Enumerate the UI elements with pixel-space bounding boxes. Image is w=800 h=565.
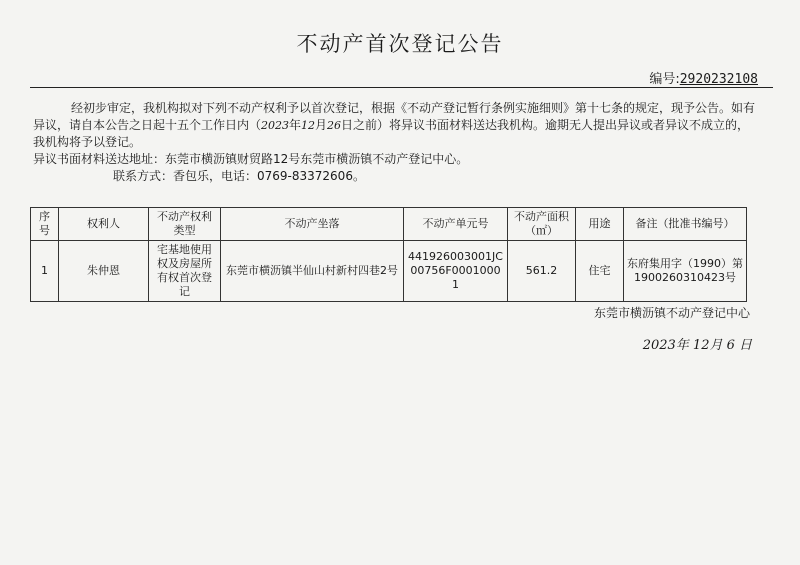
table-cell-index: 1 — [31, 241, 59, 302]
table-cell-owner: 朱仲恩 — [59, 241, 149, 302]
table-cell-remark: 东府集用字（1990）第1900260310423号 — [624, 241, 747, 302]
notice-body — [33, 100, 761, 185]
notice-paragraph — [33, 100, 761, 151]
table-header-row — [31, 208, 747, 241]
notice-text-part2: 日之前）将异议书面材料送达我机构。逾期无人提出异议或者异议不成立的，我机构将予以登记。 — [33, 118, 750, 149]
column-header: 不动产面积（㎡） — [508, 208, 576, 241]
issuing-authority: 东莞市横沥镇不动产登记中心 — [593, 306, 750, 320]
year-char: 年 — [289, 118, 302, 132]
month-char: 月 — [315, 118, 328, 132]
column-header: 备注（批准书编号） — [624, 208, 747, 241]
document-number-value: 2920232108 — [679, 72, 758, 87]
column-header: 用途 — [576, 208, 624, 241]
column-header: 不动产单元号 — [404, 208, 508, 241]
column-header: 不动产坐落 — [221, 208, 404, 241]
deadline-year: 2023 — [261, 119, 290, 132]
column-header: 不动产权利类型 — [149, 208, 221, 241]
table-cell-right-type: 宅基地使用权及房屋所有权首次登记 — [149, 241, 221, 302]
table-cell-location: 东莞市横沥镇半仙山村新村四巷2号 — [221, 241, 404, 302]
signature-date: 2023年 12月 6 日 — [642, 338, 752, 353]
document-number-label: 编号: — [649, 72, 680, 87]
table-cell-area: 561.2 — [508, 241, 576, 302]
column-header: 权利人 — [59, 208, 149, 241]
notice-text-part1: 经初步审定，我机构拟对下列不动产权利予以首次登记，根据《不动产登记暂行条例实施细则》第十七条的规定，现予公告。如有异议，请自本公告之日起十五个工作日内（ — [33, 101, 756, 132]
table-cell-unit-number: 441926003001JC00756F00010001 — [404, 241, 508, 302]
deadline-day: 26 — [327, 119, 342, 132]
table-cell-usage: 住宅 — [576, 241, 624, 302]
contact-info: 联系方式：香包乐，电话：0769-83372606。 — [113, 169, 365, 183]
objection-address: 异议书面材料送达地址：东莞市横沥镇财贸路12号东莞市横沥镇不动产登记中心。 — [33, 152, 469, 166]
document-number — [649, 68, 758, 87]
registration-table — [30, 207, 747, 302]
header-divider — [30, 87, 773, 88]
column-header: 序号 — [31, 208, 59, 241]
deadline-month: 12 — [301, 119, 316, 132]
page-title: 不动产首次登记公告 — [296, 32, 504, 56]
table-row — [31, 241, 747, 302]
